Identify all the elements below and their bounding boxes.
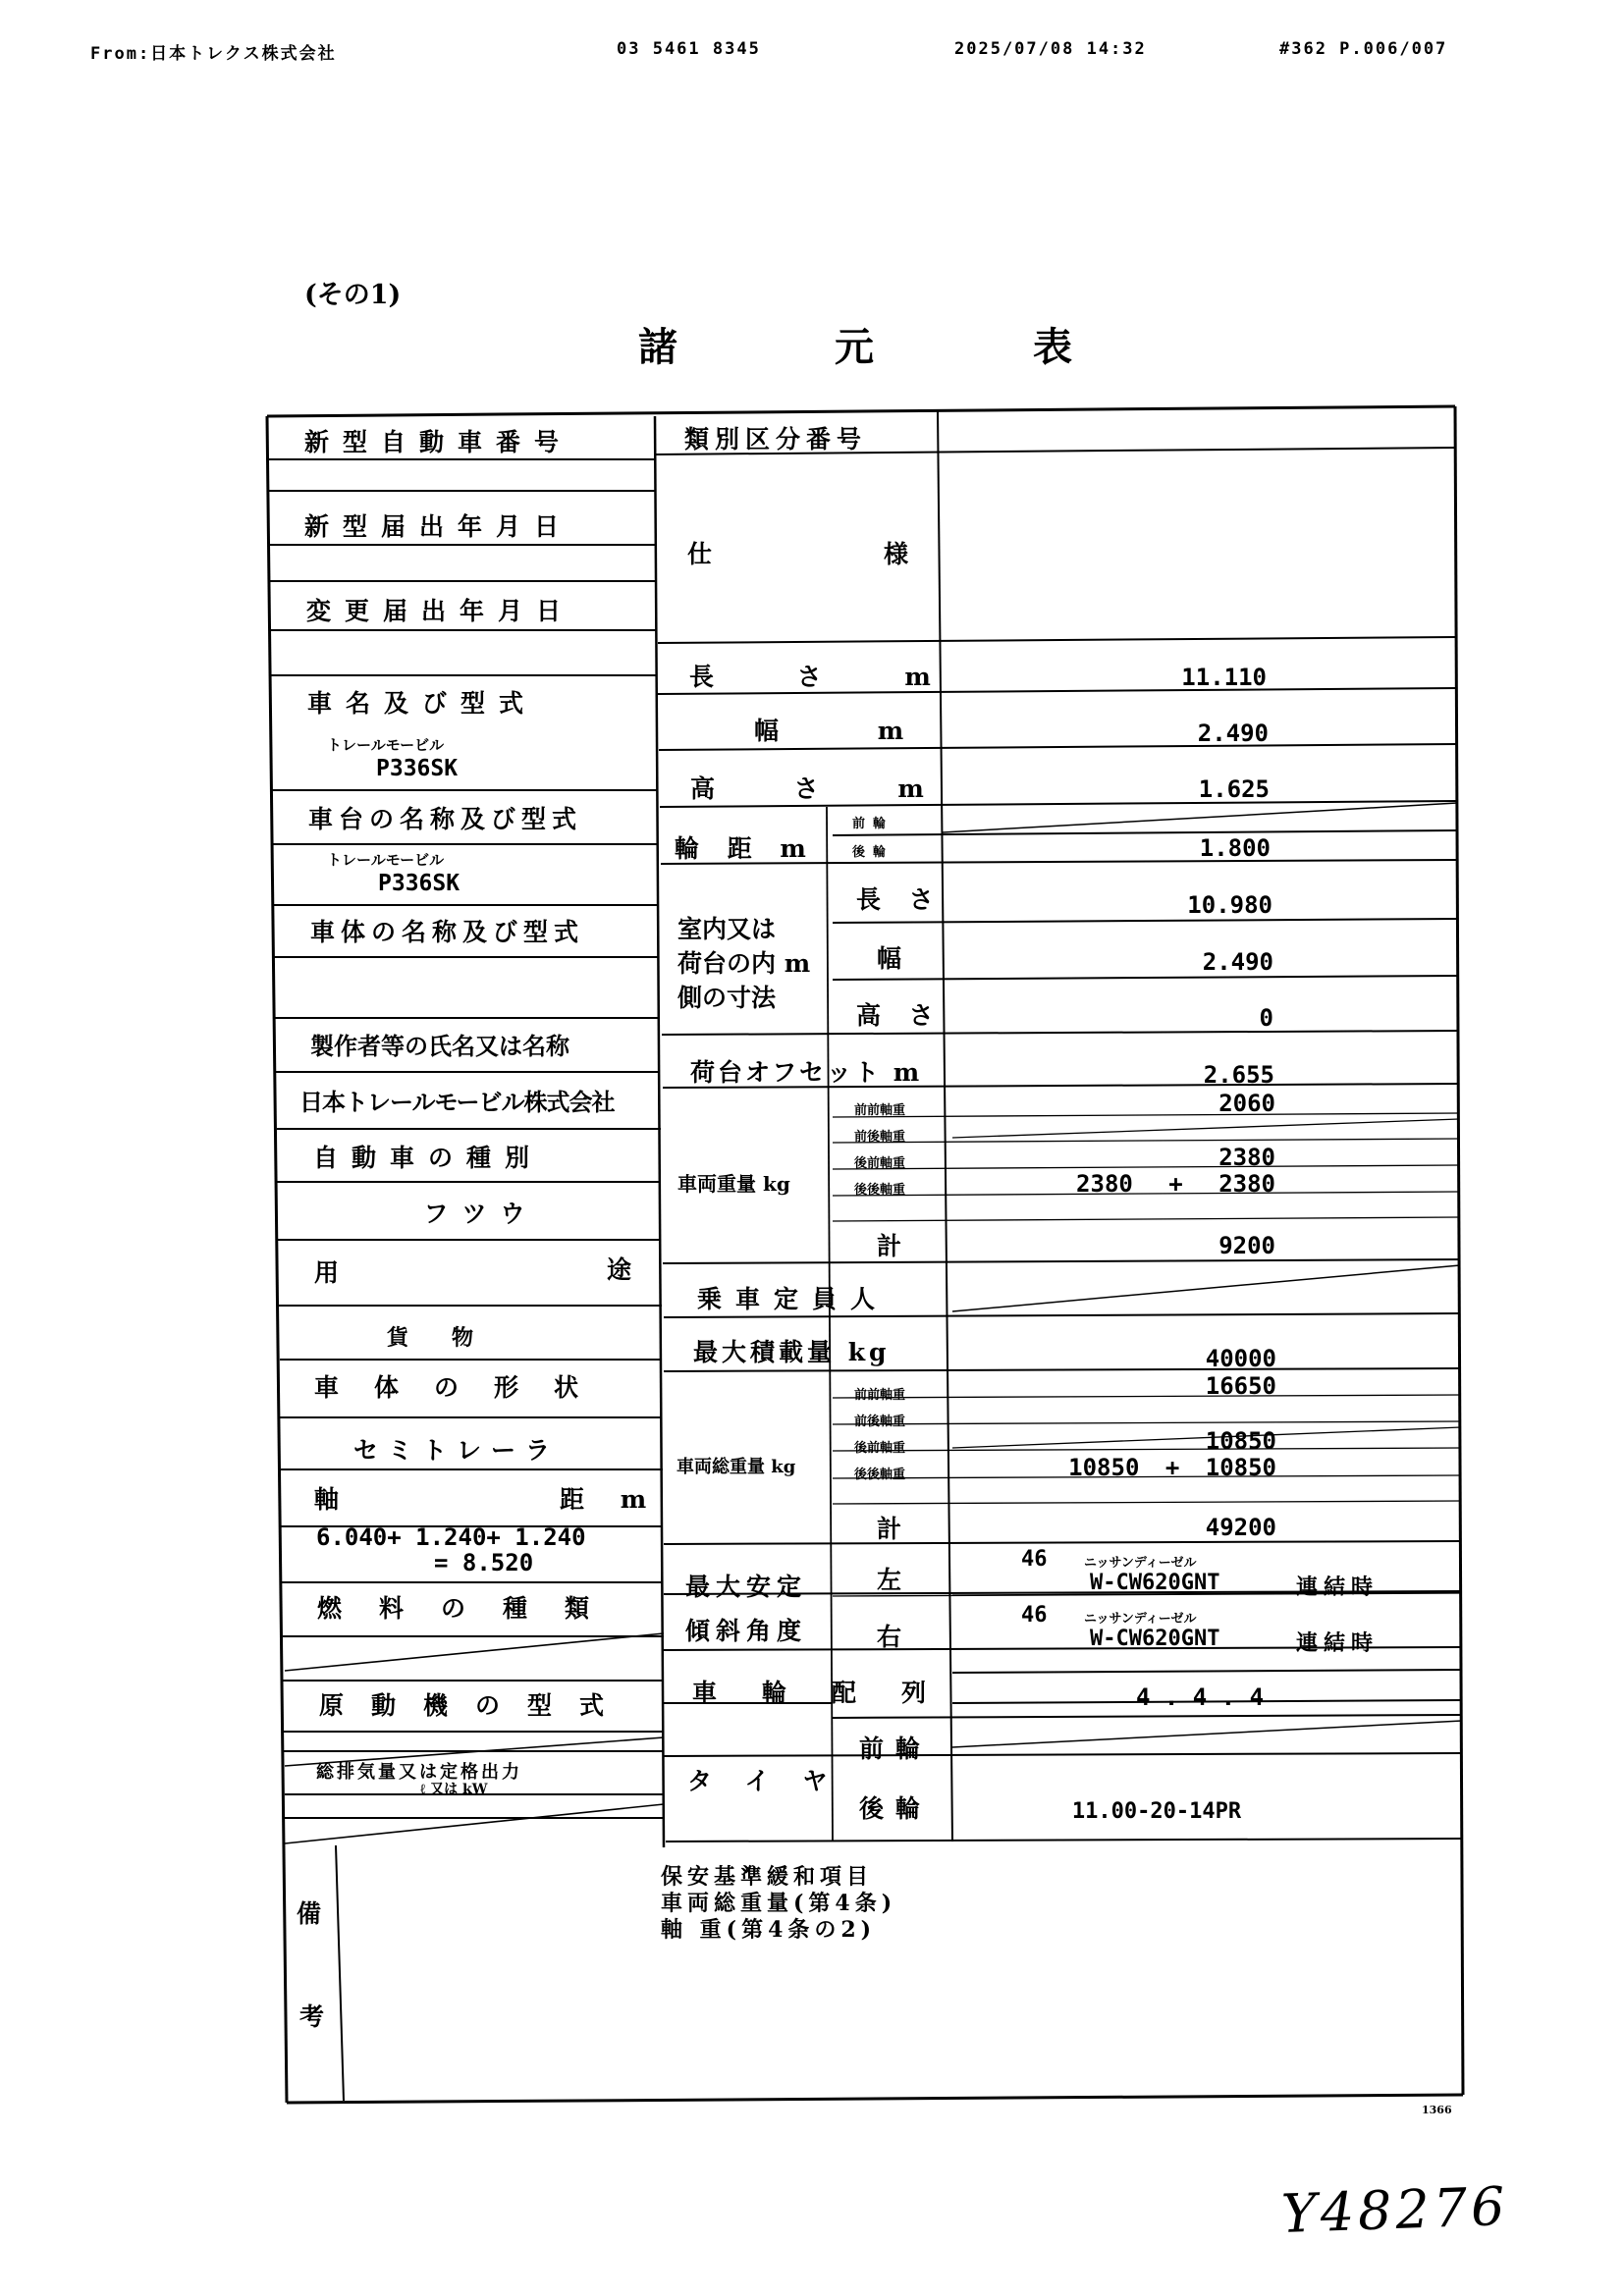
gross-fr-label: 前後軸重 bbox=[854, 1415, 906, 1429]
weight-ff-value: 2060 bbox=[1218, 1090, 1275, 1117]
interior-label-2: 荷台の内 m bbox=[677, 949, 811, 978]
left-coupled-note: 連結時 bbox=[1296, 1575, 1380, 1600]
wheel-arrangement-value: 4 . 4 . 4 bbox=[1135, 1683, 1265, 1711]
stability-left-label: 左 bbox=[877, 1566, 902, 1594]
title-char-2: 元 bbox=[835, 324, 874, 370]
fax-page-number: #362 P.006/007 bbox=[1279, 39, 1448, 59]
gross-weight-label: 車両総重量 kg bbox=[677, 1457, 796, 1477]
wheelbase-rear-value: 1.800 bbox=[1199, 834, 1271, 862]
interior-length-value: 10.980 bbox=[1187, 891, 1272, 919]
wheelbase-rear-label: 後輪 bbox=[852, 845, 894, 860]
gross-total-label: 計 bbox=[877, 1515, 902, 1543]
weight-rf-value: 2380 bbox=[1218, 1144, 1275, 1171]
tire-label: タイヤ bbox=[687, 1767, 861, 1795]
tire-front-label: 前輪 bbox=[859, 1735, 933, 1763]
change-notification-date-label: 変更届出年月日 bbox=[306, 597, 575, 625]
left-angle-value: 46 bbox=[1021, 1547, 1048, 1572]
gross-rr-label: 後後軸重 bbox=[854, 1468, 906, 1482]
displacement-unit: ℓ 又は kW bbox=[420, 1782, 488, 1797]
interior-label-1: 室内又は bbox=[677, 915, 777, 943]
engine-label: 原動機の型式 bbox=[319, 1691, 632, 1720]
wheelbase-label: 輪 距 m bbox=[675, 834, 816, 863]
body-label: 車体の名称及び型式 bbox=[310, 918, 585, 946]
spec-label: 仕 bbox=[687, 540, 713, 568]
usage-value: 貨物 bbox=[386, 1325, 517, 1351]
body-shape-label: 車体の形状 bbox=[314, 1373, 615, 1402]
axle-label-end: 距 m bbox=[560, 1485, 661, 1514]
chassis-label: 車台の名称及び型式 bbox=[308, 805, 583, 833]
spec-label-end: 様 bbox=[884, 540, 909, 568]
displacement-label: 総排気量又は定格出力 bbox=[316, 1762, 522, 1783]
stability-label-1: 最大安定 bbox=[685, 1573, 808, 1601]
fax-sender: From:日本トレクス株式会社 bbox=[90, 44, 337, 64]
max-load-label: 最大積載量 kg bbox=[693, 1338, 891, 1366]
wheelbase-front-label: 前輪 bbox=[852, 817, 894, 831]
maker-value: 日本トレールモービル株式会社 bbox=[299, 1088, 615, 1116]
remarks-line-1: 保安基準緩和項目 bbox=[661, 1864, 874, 1890]
remarks-label: 備 bbox=[297, 1899, 322, 1928]
height-value: 1.625 bbox=[1198, 775, 1270, 803]
vehicle-name-sub: トレールモービル bbox=[327, 736, 445, 754]
weight-ff-label: 前前軸重 bbox=[854, 1103, 906, 1118]
interior-height-value: 0 bbox=[1259, 1004, 1273, 1032]
vehicle-type-value: フツウ bbox=[423, 1200, 539, 1228]
handwritten-id: Y48276 bbox=[1279, 2174, 1510, 2246]
offset-value: 2.655 bbox=[1203, 1061, 1274, 1089]
fuel-label: 燃料の種類 bbox=[317, 1594, 627, 1623]
width-label: 幅 m bbox=[754, 717, 949, 745]
wheel-arrangement-label: 車輪配列 bbox=[692, 1679, 972, 1707]
gross-ff-label: 前前軸重 bbox=[854, 1388, 906, 1403]
weight-rf-label: 後前軸重 bbox=[854, 1156, 906, 1171]
vehicle-name-label: 車名及び型式 bbox=[307, 689, 538, 718]
weight-rr-value: 2380 + 2380 bbox=[1076, 1170, 1275, 1198]
weight-total-label: 計 bbox=[877, 1232, 902, 1260]
left-engine-model: W-CW620GNT bbox=[1090, 1571, 1220, 1595]
axle-value-line-2: = 8.520 bbox=[434, 1549, 534, 1576]
vehicle-type-label: 自動車の種別 bbox=[313, 1144, 544, 1172]
right-coupled-note: 連結時 bbox=[1296, 1630, 1380, 1656]
vehicle-weight-label: 車両重量 kg bbox=[677, 1172, 790, 1196]
remarks-line-2: 車両総重量(第4条) bbox=[661, 1891, 897, 1916]
gross-ff-value: 16650 bbox=[1205, 1372, 1276, 1400]
new-notification-date-label: 新型届出年月日 bbox=[304, 512, 573, 541]
axle-label: 軸 bbox=[314, 1485, 340, 1514]
usage-label: 用 bbox=[314, 1258, 340, 1287]
interior-length-label: 長 さ bbox=[856, 885, 944, 914]
chassis-model-value: P336SK bbox=[378, 871, 460, 896]
max-load-value: 40000 bbox=[1205, 1345, 1276, 1372]
maker-label: 製作者等の氏名又は名称 bbox=[310, 1032, 569, 1060]
capacity-label: 乗車定員人 bbox=[697, 1285, 890, 1313]
interior-label-3: 側の寸法 bbox=[677, 984, 777, 1012]
right-angle-value: 46 bbox=[1021, 1603, 1048, 1628]
usage-label-end: 途 bbox=[607, 1255, 632, 1284]
body-shape-value: セミトレーラ bbox=[352, 1436, 561, 1465]
new-model-number-label: 新型自動車番号 bbox=[304, 428, 573, 456]
fax-datetime: 2025/07/08 14:32 bbox=[954, 39, 1147, 59]
title-char-1: 諸 bbox=[638, 324, 677, 370]
offset-label: 荷台オフセット m bbox=[690, 1058, 923, 1087]
width-value: 2.490 bbox=[1197, 720, 1269, 747]
tire-rear-value: 11.00-20-14PR bbox=[1071, 1799, 1242, 1824]
interior-width-label: 幅 bbox=[877, 944, 902, 973]
title-char-3: 表 bbox=[1033, 324, 1072, 370]
left-engine-maker: ニッサンディーゼル bbox=[1084, 1556, 1197, 1571]
height-label: 高 さ m bbox=[690, 774, 959, 803]
right-engine-maker: ニッサンディーゼル bbox=[1084, 1612, 1197, 1627]
gross-rf-label: 後前軸重 bbox=[854, 1441, 906, 1456]
tire-rear-label: 後輪 bbox=[859, 1794, 933, 1823]
remarks-label-end: 考 bbox=[299, 2002, 325, 2031]
weight-total-value: 9200 bbox=[1218, 1232, 1275, 1259]
remarks-line-3: 軸 重(第4条の2) bbox=[661, 1917, 877, 1943]
class-number-label: 類別区分番号 bbox=[684, 425, 868, 454]
interior-height-label: 高 さ bbox=[856, 1001, 944, 1030]
gross-rr-value: 10850 + 10850 bbox=[1068, 1454, 1276, 1481]
gross-total-value: 49200 bbox=[1205, 1514, 1276, 1541]
weight-rr-label: 後後軸重 bbox=[854, 1183, 906, 1198]
right-engine-model: W-CW620GNT bbox=[1090, 1627, 1220, 1651]
weight-fr-label: 前後軸重 bbox=[854, 1130, 906, 1145]
axle-value-line-1: 6.040+ 1.240+ 1.240 bbox=[316, 1523, 586, 1551]
form-number: 1366 bbox=[1422, 2104, 1452, 2116]
interior-width-value: 2.490 bbox=[1202, 948, 1273, 976]
stability-label-2: 傾斜角度 bbox=[685, 1617, 808, 1645]
length-label: 長 さ m bbox=[689, 663, 968, 691]
gross-rf-value: 10850 bbox=[1205, 1427, 1276, 1455]
stability-right-label: 右 bbox=[877, 1623, 902, 1651]
fax-phone: 03 5461 8345 bbox=[617, 39, 761, 59]
part-label: (その1) bbox=[304, 280, 402, 310]
vehicle-model-value: P336SK bbox=[376, 756, 459, 781]
chassis-sub: トレールモービル bbox=[327, 851, 445, 869]
length-value: 11.110 bbox=[1181, 664, 1267, 691]
